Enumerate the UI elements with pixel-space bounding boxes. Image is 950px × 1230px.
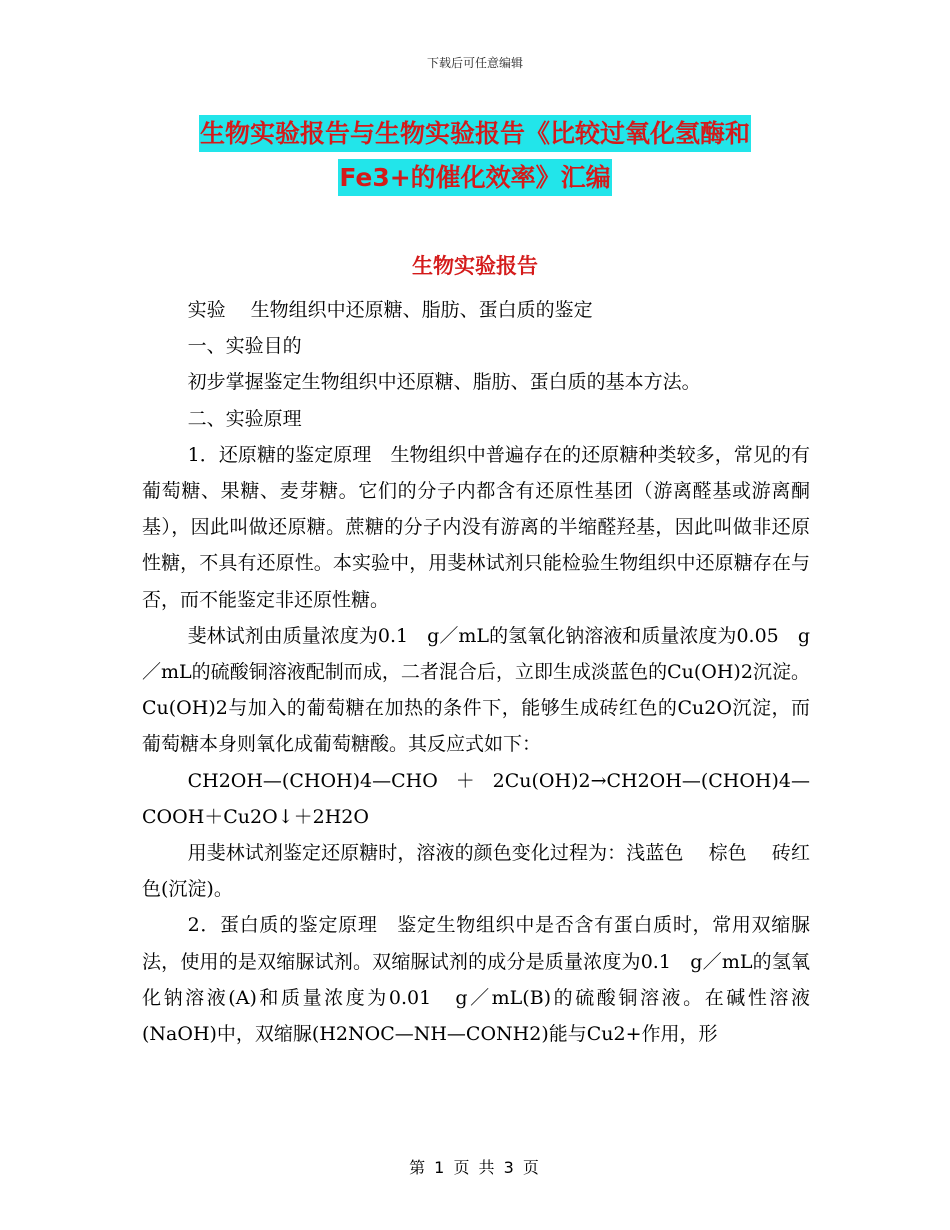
section-heading-principle: 二、实验原理 [187,407,302,430]
page-footer: 第 1 页 共 3 页 [409,1158,541,1177]
document-body [142,292,810,1052]
page-header: 下载后可任意编辑 [426,56,523,70]
section-title: 生物实验报告 [412,254,538,278]
paragraph-reaction-equation: CH2OH—(CHOH)4—CHO＋2Cu(OH)2→CH2OH—(CHOH)4—COOH＋Cu2O↓＋2H2O [142,769,810,828]
title-text-2: Fe3+的催化效率》汇编 [338,159,611,196]
paragraph-color-change: 用斐林试剂鉴定还原糖时，溶液的颜色变化过程为：浅蓝色 棕色 砖红色(沉淀)。 [142,842,810,901]
paragraph-fehling-reagent: 斐林试剂由质量浓度为0.1 g／mL的氢氧化钠溶液和质量浓度为0.05 g／mL的硫酸铜溶液配制而成，二者混合后，立即生成淡蓝色的Cu(OH)2沉淀。Cu(OH)2与加入的葡萄糖在加热的条件下，能够生成砖红色的Cu2O沉淀，而葡萄糖本身则氧化成葡萄糖酸。其反应式如下： [142,624,810,756]
document-title-line-1 [0,114,950,150]
document-title-line-2 [0,158,950,194]
paragraph-purpose: 初步掌握鉴定生物组织中还原糖、脂肪、蛋白质的基本方法。 [187,371,701,394]
experiment-heading: 实验 生物组织中还原糖、脂肪、蛋白质的鉴定 [187,299,593,321]
title-text-1: 生物实验报告与生物实验报告《比较过氧化氢酶和 [199,115,751,152]
paragraph-reducing-sugar: 1．还原糖的鉴定原理 生物组织中普遍存在的还原糖种类较多，常见的有葡萄糖、果糖、麦芽糖。它们的分子内都含有还原性基团（游离醛基或游离酮基），因此叫做还原糖。蔗糖的分子内没有游离的半缩醛羟基，因此叫做非还原性糖，不具有还原性。本实验中，用斐林试剂只能检验生物组织中还原糖存在与否，而不能鉴定非还原性糖。 [142,443,810,611]
section-heading-purpose: 一、实验目的 [187,335,302,358]
paragraph-protein-principle: 2．蛋白质的鉴定原理 鉴定生物组织中是否含有蛋白质时，常用双缩脲法，使用的是双缩脲试剂。双缩脲试剂的成分是质量浓度为0.1 g／mL的氢氧化钠溶液(A)和质量浓度为0.01 g／mL(B)的硫酸铜溶液。在碱性溶液(NaOH)中，双缩脲(H2NOC—NH—CONH2)能与Cu2+作用，形 [142,914,810,1046]
